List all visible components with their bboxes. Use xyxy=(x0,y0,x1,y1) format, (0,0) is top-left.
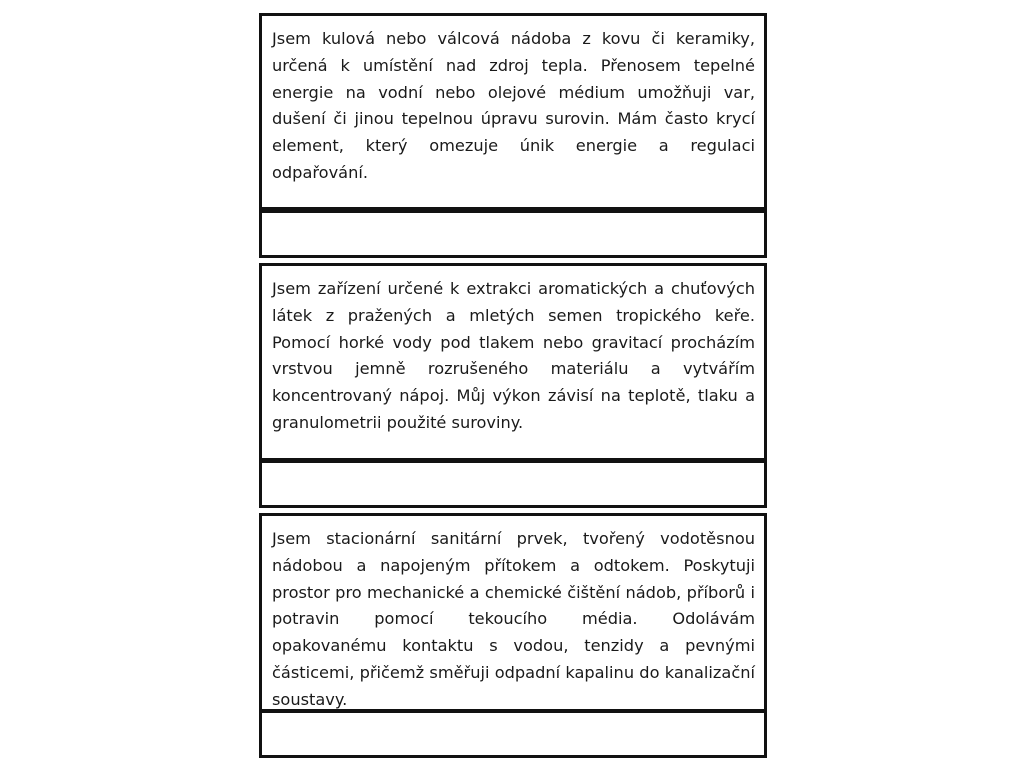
riddle-text-2: Jsem zařízení určené k extrakci aromatických a chuťových látek z pražených a mletých semen tropického keře. Pomocí horké vody pod tlakem nebo gravitací procházím vrstvou jemně rozrušeného materiálu a vytvářím koncentrovaný nápoj. Můj výkon závisí na teplotě, tlaku a granulometrii použité suroviny. xyxy=(259,263,767,461)
riddle-text-3: Jsem stacionární sanitární prvek, tvořený vodotěsnou nádobou a napojeným přítokem a odtokem. Poskytuji prostor pro mechanické a chemické čištění nádob, příborů i potravin pomocí tekoucího média. Odolávám opakovanému kontaktu s vodou, tenzidy a pevnými částicemi, přičemž směřuji odpadní kapalinu do kanalizační soustavy. xyxy=(259,513,767,712)
answer-box-1[interactable] xyxy=(259,210,767,258)
riddle-text-1: Jsem kulová nebo válcová nádoba z kovu či keramiky, určená k umístění nad zdroj tepla. Přenosem tepelné energie na vodní nebo olejové médium umožňuji var, dušení či jinou tepelnou úpravu surovin. Mám často krycí element, který omezuje únik energie a regulaci odpařování. xyxy=(259,13,767,210)
answer-box-3[interactable] xyxy=(259,710,767,758)
answer-box-2[interactable] xyxy=(259,460,767,508)
